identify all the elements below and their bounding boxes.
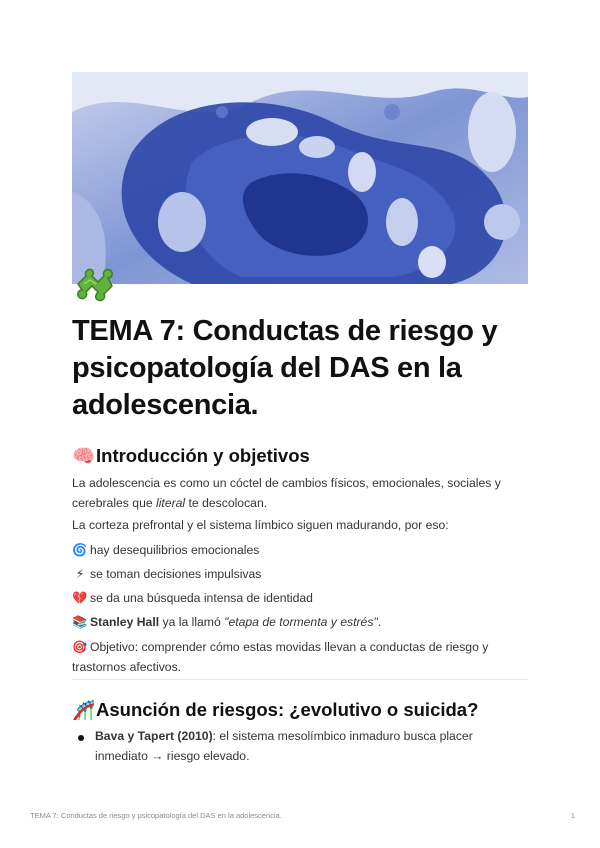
intro-paragraph: La adolescencia es como un cóctel de cambios físicos, emocionales, sociales y cerebrales que literal te descolocan. [72, 476, 501, 510]
list-item: 💔 se da una búsqueda intensa de identidad [72, 591, 313, 605]
page-title: TEMA 7: Conductas de riesgo y psicopatología del DAS en la adolescencia. [72, 315, 498, 421]
page-footer [30, 811, 575, 820]
list-item: ⚡ se toman decisiones impulsivas [72, 565, 528, 583]
cover-image [72, 72, 528, 284]
roller-coaster-icon: 🎢 [72, 699, 96, 720]
bullet-dot [78, 735, 84, 741]
section-heading-risks: 🎢Asunción de riesgos: ¿evolutivo o suicida? [72, 697, 478, 723]
puzzle-piece-icon [72, 262, 120, 310]
list-item: 🌀 hay desequilibrios emocionales [72, 543, 260, 557]
brain-icon: 🧠 [72, 445, 96, 466]
section-heading-intro: 🧠Introducción y objetivos [72, 443, 310, 469]
stanley-hall-line: 📚 Stanley Hall ya la llamó "etapa de tormenta y estrés". [72, 615, 382, 629]
footer-title: TEMA 7: Conductas de riesgo y psicopatología del DAS en la adolescencia. [30, 811, 282, 820]
broken-heart-icon: 💔 [72, 591, 88, 605]
bullet-item: Bava y Tapert (2010): el sistema mesolímbico inmaduro busca placer inmediato → riesgo elevado. [95, 729, 473, 763]
cyclone-icon: 🌀 [72, 543, 88, 557]
goal-paragraph: 🎯 Objetivo: comprender cómo estas movidas llevan a conductas de riesgo y trastornos afectivos. [72, 637, 528, 677]
books-icon: 📚 [72, 615, 88, 629]
intro-paragraph-2: La corteza prefrontal y el sistema límbico siguen madurando, por eso: [72, 518, 449, 532]
target-icon: 🎯 [72, 640, 88, 654]
divider [72, 679, 528, 680]
lightning-icon: ⚡ [75, 567, 85, 581]
page-number: 1 [570, 811, 575, 820]
